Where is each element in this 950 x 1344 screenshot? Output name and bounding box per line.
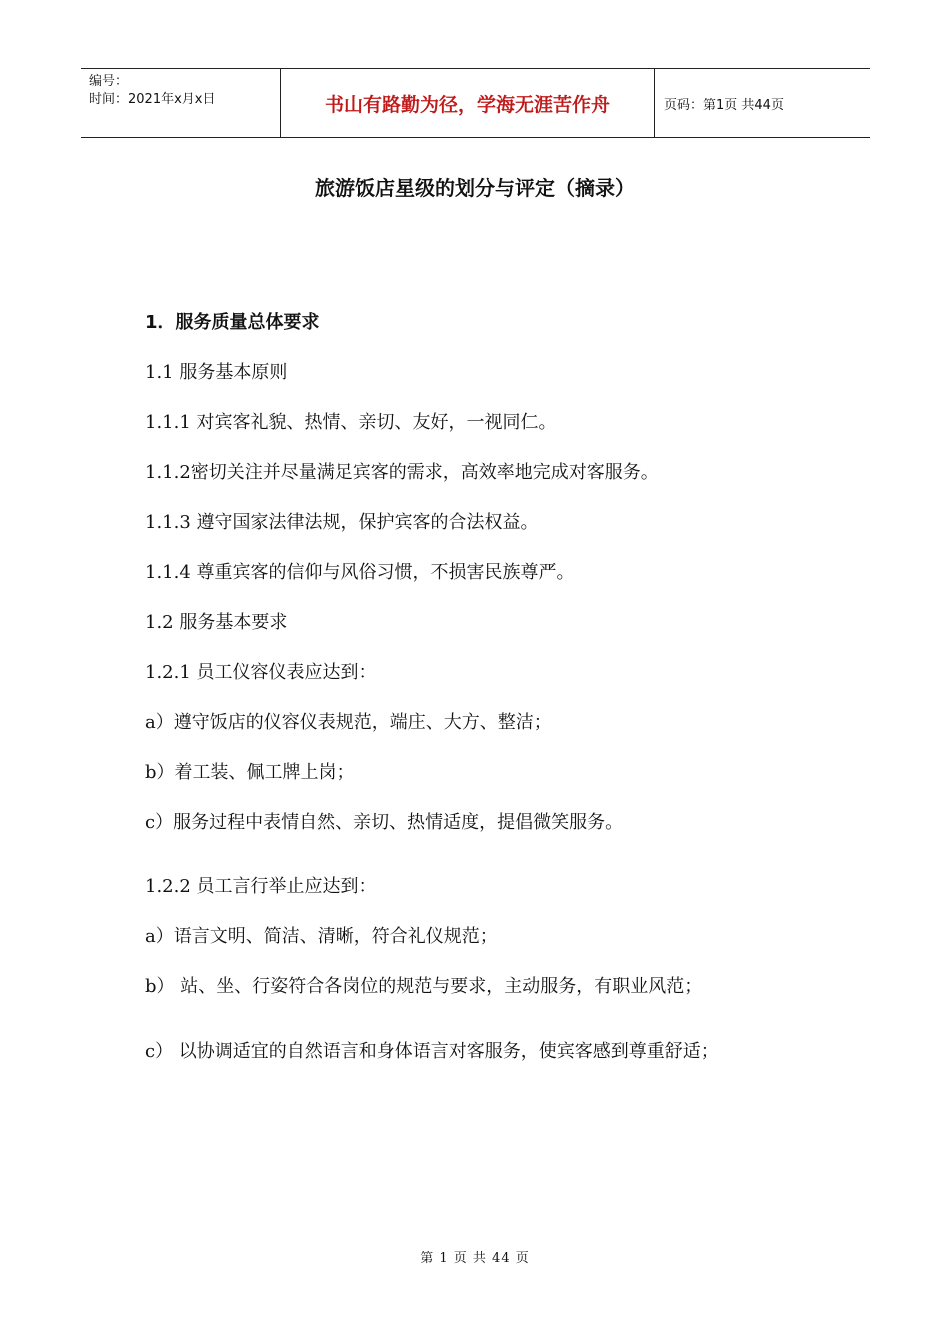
- paragraph: 1.1.1 对宾客礼貌、热情、亲切、友好，一视同仁。: [145, 412, 557, 433]
- paragraph: 1.1.4 尊重宾客的信仰与风俗习惯，不损害民族尊严。: [145, 562, 575, 583]
- number-label: 编号：: [89, 74, 129, 89]
- list-item: a）语言文明、简洁、清晰，符合礼仪规范；: [145, 926, 498, 947]
- list-item: a）遵守饭店的仪容仪表规范，端庄、大方、整洁；: [145, 712, 552, 733]
- page-footer: 第 1 页 共 44 页: [420, 1251, 530, 1266]
- page-header: [81, 68, 870, 138]
- paragraph: 1.2.2 员工言行举止应达到：: [145, 876, 377, 897]
- paragraph: 1.1.3 遵守国家法律法规，保护宾客的合法权益。: [145, 512, 539, 533]
- document-title: 旅游饭店星级的划分与评定（摘录）: [315, 176, 635, 200]
- header-meta: [81, 69, 281, 137]
- subsection-heading: 1.2 服务基本要求: [145, 612, 288, 633]
- header-page-info: 页码：第1页 共44页: [664, 97, 784, 113]
- header-motto: 书山有路勤为径，学海无涯苦作舟: [281, 69, 655, 137]
- paragraph: 1.2.1 员工仪容仪表应达到：: [145, 662, 377, 683]
- list-item: c） 以协调适宜的自然语言和身体语言对客服务，使宾客感到尊重舒适；: [145, 1041, 719, 1062]
- document-body: [145, 308, 810, 1076]
- list-item: c）服务过程中表情自然、亲切、热情适度，提倡微笑服务。: [145, 812, 624, 833]
- list-item: b）着工装、佩工牌上岗；: [145, 762, 355, 783]
- paragraph: 1.1.2密切关注并尽量满足宾客的需求，高效率地完成对客服务。: [145, 462, 659, 483]
- subsection-heading: 1.1 服务基本原则: [145, 362, 288, 383]
- section-heading: 1．服务质量总体要求: [145, 312, 320, 333]
- list-item: b） 站、坐、行姿符合各岗位的规范与要求，主动服务，有职业风范；: [145, 976, 703, 997]
- time-label: 时间：2021年x月x日: [89, 92, 216, 107]
